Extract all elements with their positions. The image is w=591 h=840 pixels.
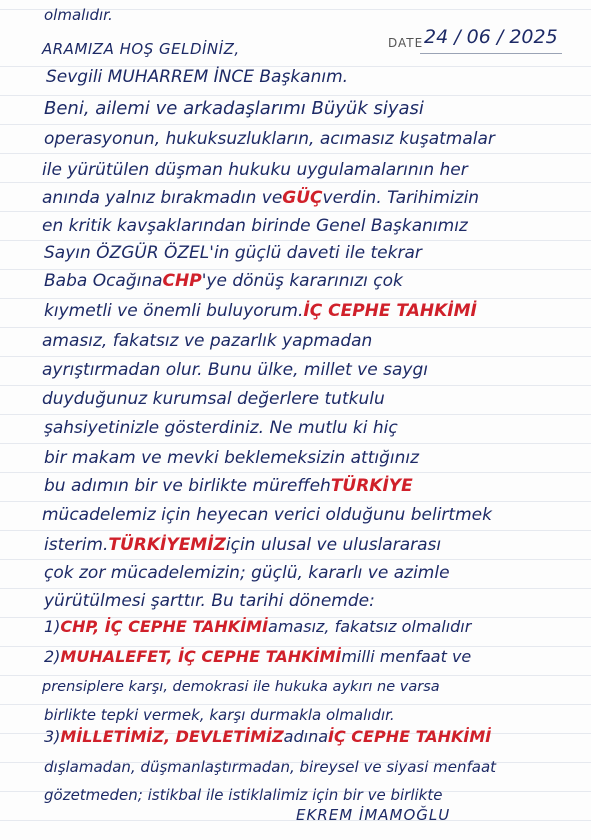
line-text: bu adımın bir ve birlikte müreffeh: [44, 476, 331, 496]
line-text: adına: [283, 727, 329, 746]
line-text: Sevgili MUHARREM İNCE Başkanım.: [46, 67, 349, 87]
letter-line: [44, 238, 591, 268]
line-text: 3): [44, 727, 61, 746]
letter-line: [42, 155, 591, 185]
line-text: milli menfaat ve: [341, 647, 472, 666]
highlighted-phrase: İÇ CEPHE TAHKİMİ: [303, 301, 477, 321]
letter-line: [42, 672, 591, 702]
line-text: yürütülmesi şarttır. Bu tarihi dönemde:: [44, 591, 375, 611]
date-value: 24 / 06 / 2025: [424, 26, 558, 48]
letter-line: [44, 443, 591, 473]
letter-line: [42, 500, 591, 530]
letter-greeting: ARAMIZA HOŞ GELDİNİZ,: [42, 40, 240, 58]
line-text: Baba Ocağına: [44, 271, 163, 291]
letter-line: [44, 296, 591, 326]
line-text: 2): [44, 647, 61, 666]
date-underline: [420, 53, 562, 54]
line-text: en kritik kavşaklarından birinde Genel Başkanımız: [42, 216, 468, 236]
line-text: ile yürütülen düşman hukuku uygulamalarının her: [42, 160, 468, 180]
line-text: 1): [44, 617, 61, 636]
letter-line: [44, 266, 591, 296]
line-text: çok zor mücadelemizin; güçlü, kararlı ve azimle: [44, 563, 450, 583]
line-text: duyduğunuz kurumsal değerlere tutkulu: [42, 389, 385, 409]
line-text: anında yalnız bırakmadın ve: [42, 188, 283, 208]
letter-line: [44, 94, 591, 124]
letter-line: [44, 124, 591, 154]
line-text: şahsiyetinizle gösterdiniz. Ne mutlu ki hiç: [44, 418, 398, 438]
letter-line: [42, 211, 591, 241]
letter-line: [44, 612, 591, 642]
letter-line: [44, 0, 591, 30]
line-text: bir makam ve mevki beklemeksizin attığınız: [44, 448, 420, 468]
line-text: ayrıştırmadan olur. Bunu ülke, millet ve saygı: [42, 360, 428, 380]
highlighted-phrase: TÜRKİYEMİZ: [108, 535, 226, 555]
line-text: 'ye dönüş kararınızı çok: [201, 271, 403, 291]
line-text: Beni, ailemi ve arkadaşlarımı Büyük siyasi: [44, 98, 424, 119]
line-text: amasız, fakatsız ve pazarlık yapmadan: [42, 331, 373, 351]
highlighted-phrase: CHP, İÇ CEPHE TAHKİMİ: [60, 617, 269, 636]
letter-line: [44, 471, 591, 501]
letter-line: [46, 62, 591, 92]
highlighted-phrase: MUHALEFET, İÇ CEPHE TAHKİMİ: [60, 647, 342, 666]
letter-line: [44, 752, 591, 782]
line-text: gözetmeden; istikbal ile istiklalimiz için bir ve birlikte: [44, 786, 443, 804]
line-text: Sayın ÖZGÜR ÖZEL'in güçlü daveti ile tekrar: [44, 243, 422, 263]
letter-line: [44, 722, 591, 752]
line-text: operasyonun, hukuksuzlukların, acımasız kuşatmalar: [44, 129, 495, 149]
line-text: için ulusal ve uluslararası: [225, 535, 442, 555]
letter-line: [42, 384, 591, 414]
letter-line: [44, 530, 591, 560]
letter-line: [44, 558, 591, 588]
line-text: birlikte tepki vermek, karşı durmakla olmalıdır.: [44, 706, 395, 724]
letter-line: [42, 355, 591, 385]
line-text: mücadelemiz için heyecan verici olduğunu belirtmek: [42, 505, 492, 525]
date-label: DATE: [388, 36, 424, 50]
highlighted-phrase: GÜÇ: [282, 188, 323, 208]
highlighted-phrase: TÜRKİYE: [330, 476, 413, 496]
line-text: isterim.: [44, 535, 109, 555]
letter-line: [42, 183, 591, 213]
signature: EKREM İMAMOĞLU: [296, 806, 451, 824]
line-text: verdin. Tarihimizin: [322, 188, 480, 208]
line-text: kıymetli ve önemli buluyorum.: [44, 301, 304, 321]
highlighted-phrase: CHP: [162, 271, 202, 291]
letter-line: [44, 642, 591, 672]
letter-line: [44, 413, 591, 443]
line-text: prensiplere karşı, demokrasi ile hukuka aykırı ne varsa: [42, 679, 440, 695]
line-text: amasız, fakatsız olmalıdır: [268, 617, 472, 636]
line-text: dışlamadan, düşmanlaştırmadan, bireysel ve siyasi menfaat: [44, 758, 497, 776]
highlighted-phrase: İÇ CEPHE TAHKİMİ: [328, 727, 492, 746]
letter-line: [42, 326, 591, 356]
highlighted-phrase: MİLLETİMİZ, DEVLETİMİZ: [60, 727, 284, 746]
line-text: olmalıdır.: [44, 6, 113, 24]
